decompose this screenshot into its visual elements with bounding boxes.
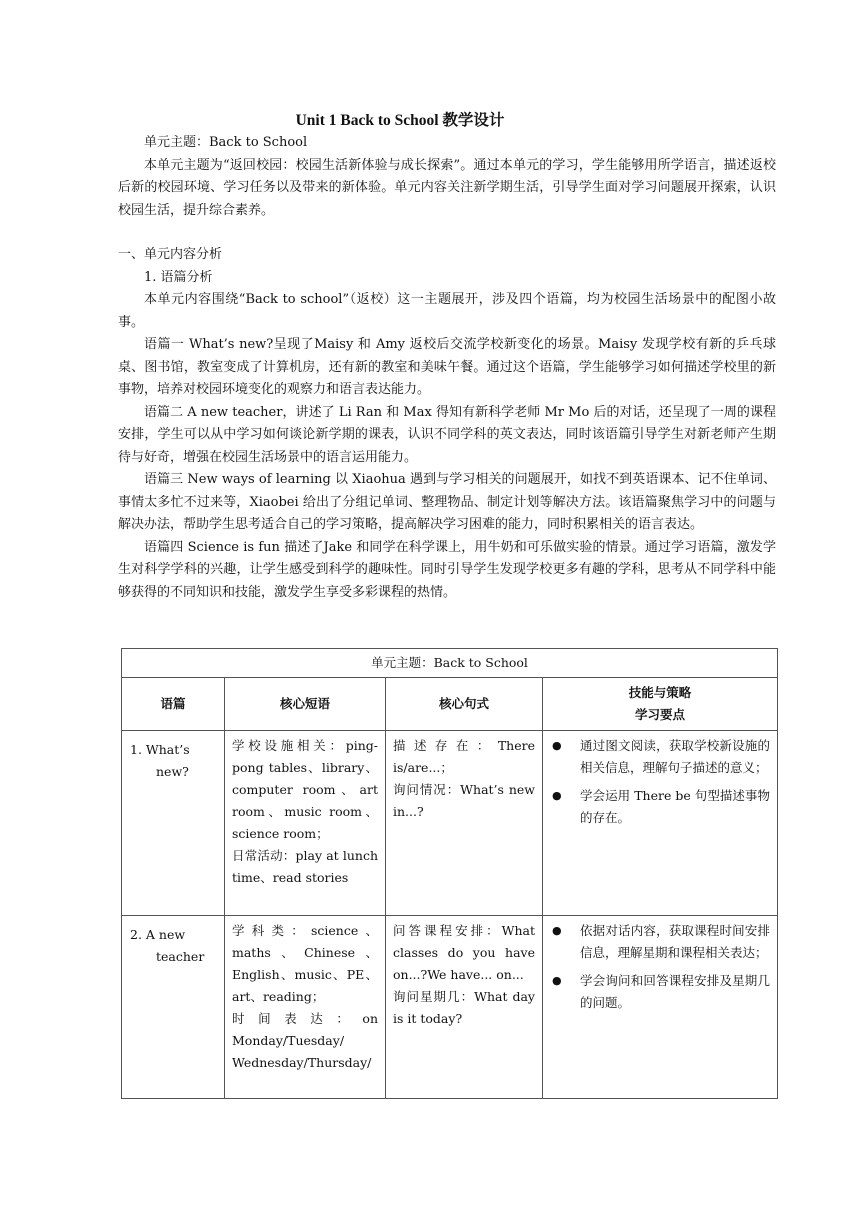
sentences-cell [386,916,543,1099]
sentences-cell [386,731,543,916]
bullet-icon: ● [552,974,562,987]
table-row [122,916,778,1099]
bullet-icon: ● [552,789,562,802]
passage-label-line2: new? [156,764,189,779]
paragraph-passage-2: 语篇二 A new teacher，讲述了 Li Ran 和 Max 得知有新科学老师 Mr Mo 后的对话，还呈现了一周的课程安排，学生可以从中学习如何谈论新学期的课表，认识不同学科的英文表达，同时该语篇引导学生对新老师产生期待与好奇，增强在校园生活场景中的语言运用能力。 [118,404,776,465]
header-skills [543,678,778,731]
paragraph-overview: 本单元内容围绕“Back to school”（返校）这一主题展开，涉及四个语篇，均为校园生活场景中的配图小故事。 [118,292,776,330]
table-row [122,731,778,916]
passage-label-line1: 1. What’s [130,742,190,757]
bullet-icon: ● [552,739,562,752]
phrases-cell [225,916,386,1099]
skill-item [550,735,770,779]
document-body [118,132,776,604]
skill-text: 学会询问和回答课程安排及星期几的问题。 [580,973,770,1010]
header-phrases: 核心短语 [225,678,386,731]
sentence-item: 询问情况：What’s new in...? [393,782,535,819]
header-skills-line1: 技能与策略 [628,685,692,700]
skill-item [550,920,770,964]
table-header-row [122,678,778,731]
phrase-item: 学科类：science、maths、Chinese、English、music、PE、art、reading； [232,923,378,1004]
bullet-icon: ● [552,924,562,937]
skill-item [550,970,770,1014]
skills-list [550,735,770,829]
passage-cell [122,916,225,1099]
paragraph-passage-3: 语篇三 New ways of learning 以 Xiaohua 遇到与学习相关的问题展开，如找不到英语课本、记不住单词、事情太多忙不过来等，Xiaobei 给出了分组记单词、整理物品、制定计划等解决方法。该语篇聚焦学习中的问题与解决办法，帮助学生思考适合自己的学习策略，提高解决学习困难的能力，同时积累相关的语言表达。 [118,472,776,532]
paragraph-passage-4: 语篇四 Science is fun 描述了Jake 和同学在科学课上，用牛奶和可乐做实验的情景。通过学习语篇，激发学生对科学学科的兴趣，让学生感受到科学的趣味性。同时引导学生发现学校更多有趣的学科，思考从不同学科中能够获得的不同知识和技能，激发学生享受多彩课程的热情。 [118,539,776,600]
section-heading: 一、单元内容分析 [118,247,223,262]
table-theme: 单元主题：Back to School [122,649,778,678]
phrases-cell [225,731,386,916]
intro-paragraph: 本单元主题为“返回校园：校园生活新体验与成长探索”。通过本单元的学习，学生能够用所学语言，描述返校后新的校园环境、学习任务以及带来的新体验。单元内容关注新学期生活，引导学生面对学习问题展开探索，认识校园生活，提升综合素养。 [118,157,776,218]
header-sentences: 核心句式 [386,678,543,731]
skill-text: 依据对话内容，获取课程时间安排信息，理解星期和课程相关表达； [580,923,770,960]
document-title: Unit 1 Back to School 教学设计 [295,112,505,129]
skill-text: 通过图文阅读，获取学校新设施的相关信息，理解句子描述的意义； [580,738,770,775]
theme-line: 单元主题：Back to School [144,135,308,150]
sentence-item: 问答课程安排：What classes do you have on...?We have... on... [393,923,535,982]
skills-cell [543,731,778,916]
skill-text: 学会运用 There be 句型描述事物的存在。 [580,788,770,825]
phrase-item: 学校设施相关：ping-pong tables、library、computer room、art room、music room、science room； [232,738,378,841]
passage-label-line1: 2. A new [130,927,186,942]
header-skills-line2: 学习要点 [634,707,685,722]
passage-cell [122,731,225,916]
sentence-item: 询问星期几：What day is it today? [393,989,535,1026]
skills-cell [543,916,778,1099]
passage-label-line2: teacher [156,949,205,964]
header-passage: 语篇 [122,678,225,731]
subsection-heading: 1. 语篇分析 [144,269,213,285]
table-theme-row [122,649,778,678]
sentence-item: 描述存在：There is/are...； [393,738,535,775]
unit-table [121,648,778,1099]
spacer [118,222,776,244]
phrase-item: 时间表达：on Monday/Tuesday/ Wednesday/Thursday/ [232,1011,378,1070]
paragraph-passage-1: 语篇一 What’s new?呈现了Maisy 和 Amy 返校后交流学校新变化的场景。Maisy 发现学校有新的乒乓球桌、图书馆，教室变成了计算机房，还有新的教室和美味午餐。通过这个语篇，学生能够学习如何描述学校里的新事物，培养对校园环境变化的观察力和语言表达能力。 [118,337,776,397]
skill-item [550,785,770,829]
phrase-item: 日常活动：play at lunch time、read stories [232,848,378,885]
skills-list [550,920,770,1014]
